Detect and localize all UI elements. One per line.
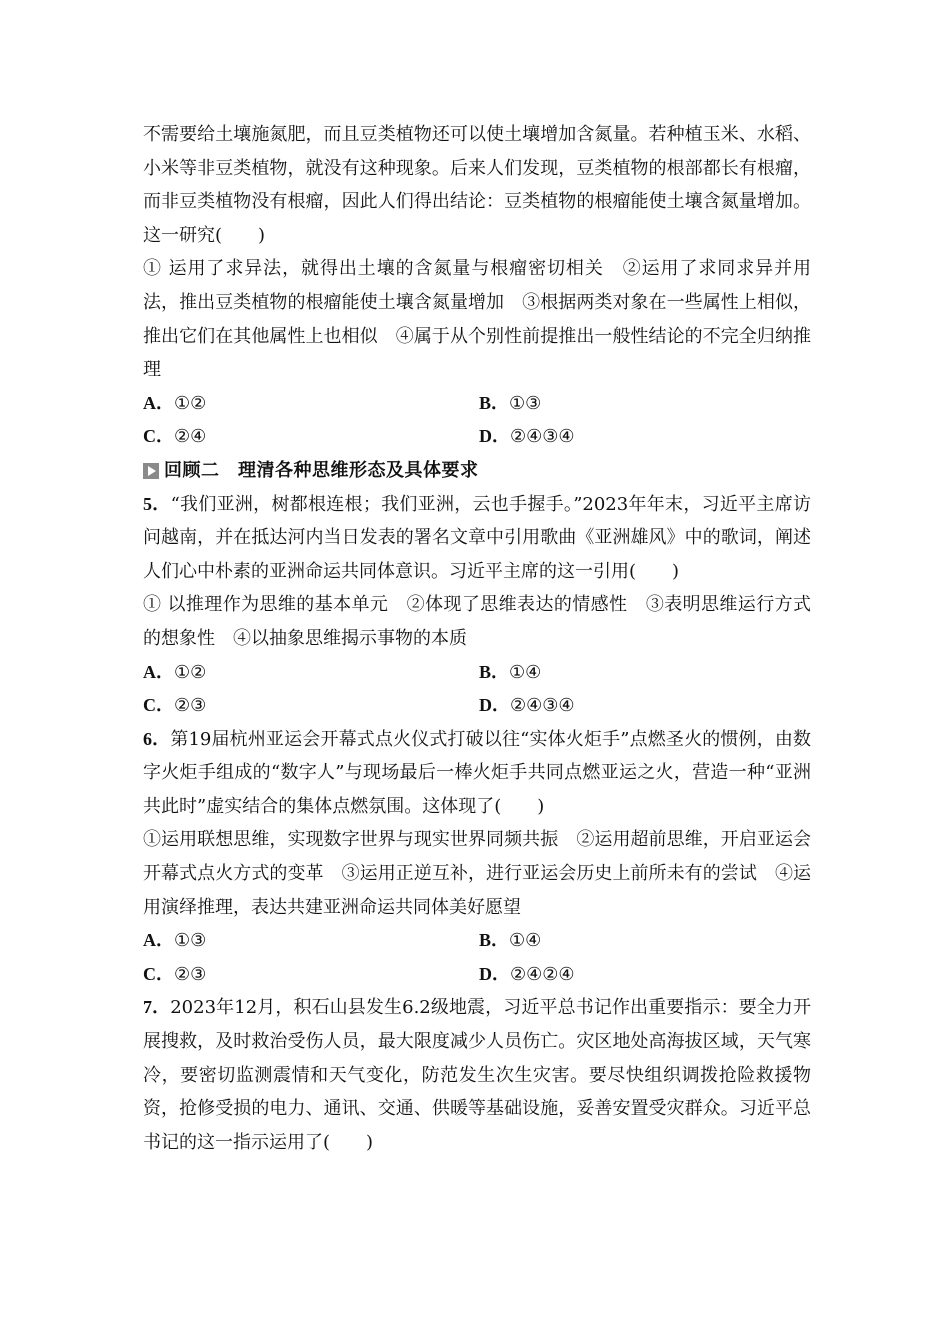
q6-number: 6． — [143, 728, 171, 749]
q5-statements: ① 以推理作为思维的基本单元 ②体现了思维表达的情感性 ③表明思维运行方式的想象性 ④以抽象思维揭示事物的本质 — [143, 594, 811, 649]
q5-number: 5． — [143, 493, 171, 514]
play-triangle-icon — [143, 463, 159, 479]
q4-choices — [143, 387, 811, 454]
q5-choice-a: A．①② — [143, 661, 207, 683]
q4-stem: 不需要给土壤施氮肥，而且豆类植物还可以使土壤增加含氮量。若种植玉米、水稻、小米等非豆类植物，就没有这种现象。后来人们发现，豆类植物的根部都长有根瘤，而非豆类植物没有根瘤，因此人们得出结论：豆类植物的根瘤能使土壤含氮量增加。这一研究( ) — [143, 124, 811, 246]
q6-choice-a: A．①③ — [143, 930, 207, 952]
q6-statements: ①运用联想思维，实现数字世界与现实世界同频共振 ②运用超前思维，开启亚运会开幕式点火方式的变革 ③运用正逆互补，进行亚运会历史上前所未有的尝试 ④运用演绎推理，表达共建亚洲命运共同体美好愿望 — [143, 829, 811, 918]
q4-choice-c: C．②④ — [143, 426, 207, 448]
q5-stem-text: “我们亚洲，树都根连根；我们亚洲，云也手握手。”2023年年末，习近平主席访问越南，并在抵达河内当日发表的署名文章中引用歌曲《亚洲雄风》中的歌词，阐述人们心中朴素的亚洲命运共同体意识。习近平主席的这一引用( ) — [143, 493, 811, 582]
q6-choice-d: D．②④②④ — [479, 963, 575, 985]
document-page — [143, 118, 811, 1159]
q5-choice-d: D．②④③④ — [479, 695, 575, 717]
q7-number: 7． — [143, 997, 171, 1018]
q6-stem — [143, 723, 811, 824]
q6-choice-b: B．①④ — [479, 930, 542, 952]
q5-choices — [143, 656, 811, 723]
q6-stem-text: 第19届杭州亚运会开幕式点火仪式打破以往“实体火炬手”点燃圣火的惯例，由数字火炬手组成的“数字人”与现场最后一棒火炬手共同点燃亚运之火，营造一种“亚洲共此时”虚实结合的集体点燃氛围。这体现了( ) — [143, 728, 811, 817]
q6-choice-c: C．②③ — [143, 963, 207, 985]
q4-choice-b: B．①③ — [479, 392, 542, 414]
q4-choice-d: D．②④③④ — [479, 426, 575, 448]
q7-stem-text: 2023年12月，积石山县发生6.2级地震，习近平总书记作出重要指示：要全力开展搜救，及时救治受伤人员，最大限度减少人员伤亡。灾区地处高海拔区域，天气寒冷，要密切监测震情和天气变化，防范发生次生灾害。要尽快组织调拨抢险救援物资，抢修受损的电力、通讯、交通、供暖等基础设施，妥善安置受灾群众。习近平总书记的这一指示运用了( ) — [143, 997, 811, 1153]
section-header — [143, 454, 811, 488]
q4-statements: ① 运用了求异法，就得出土壤的含氮量与根瘤密切相关 ②运用了求同求异并用法，推出豆类植物的根瘤能使土壤含氮量增加 ③根据两类对象在一些属性上相似，推出它们在其他属性上也相似 ④属于从个别性前提推出一般性结论的不完全归纳推理 — [143, 258, 811, 381]
section-title: 回顾二 理清各种思维形态及具体要求 — [164, 459, 479, 481]
q5-choice-c: C．②③ — [143, 695, 207, 717]
q6-choices — [143, 924, 811, 991]
q5-stem — [143, 488, 811, 589]
q7-stem — [143, 991, 811, 1159]
q4-choice-a: A．①② — [143, 392, 207, 414]
q5-choice-b: B．①④ — [479, 661, 542, 683]
